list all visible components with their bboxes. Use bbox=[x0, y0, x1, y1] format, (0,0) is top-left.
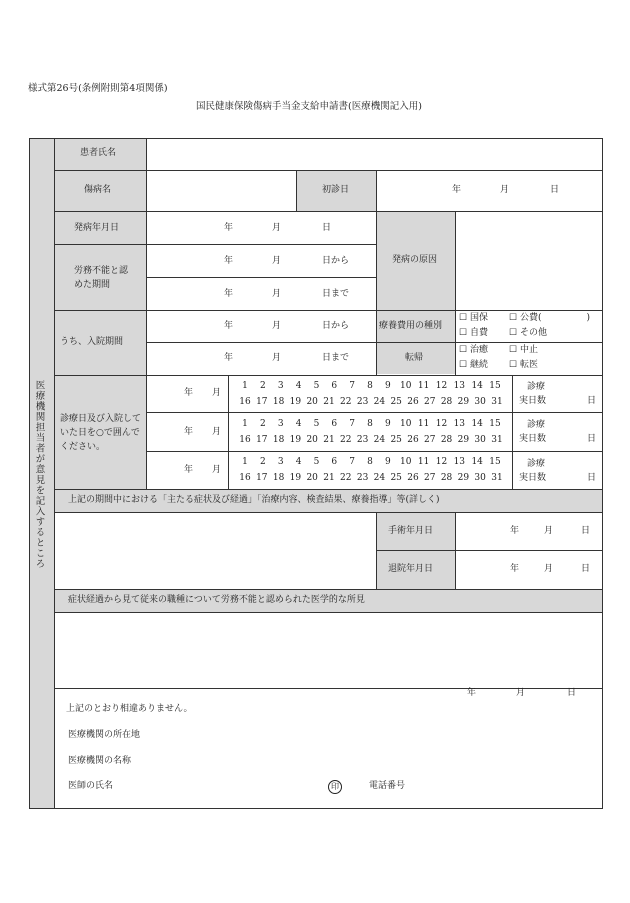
patient-name-label: 患者氏名 bbox=[80, 148, 117, 158]
calendar-day[interactable]: 27 bbox=[424, 473, 436, 483]
surgery-day: 日 bbox=[581, 526, 591, 536]
inpatient-from-month: 月 bbox=[272, 321, 282, 331]
discharge-month: 月 bbox=[544, 564, 554, 574]
calendar-day[interactable]: 27 bbox=[424, 397, 436, 407]
calendar-day[interactable]: 5 bbox=[313, 457, 320, 467]
calendar-day[interactable]: 4 bbox=[295, 381, 302, 391]
calendar-month-1[interactable] bbox=[237, 381, 505, 407]
calendar-day[interactable]: 13 bbox=[453, 419, 466, 429]
calendar-day[interactable]: 8 bbox=[367, 457, 373, 467]
checkbox-icon: ☐ bbox=[459, 328, 468, 338]
calendar-day[interactable]: 8 bbox=[367, 419, 373, 429]
certify-day: 日 bbox=[567, 688, 577, 698]
calendar-day[interactable]: 8 bbox=[367, 381, 373, 391]
calendar-day[interactable]: 12 bbox=[435, 419, 448, 429]
medical-opinion-field[interactable] bbox=[58, 616, 598, 684]
calendar-day[interactable]: 14 bbox=[471, 419, 483, 429]
calendar-day[interactable]: 3 bbox=[277, 457, 284, 467]
calendar-day[interactable]: 16 bbox=[239, 473, 251, 483]
calendar-day[interactable]: 19 bbox=[289, 473, 302, 483]
calendar-day[interactable]: 29 bbox=[457, 435, 470, 445]
calendar-day[interactable]: 31 bbox=[491, 435, 503, 445]
first-visit-day: 日 bbox=[550, 185, 560, 195]
checkbox-icon: ☐ bbox=[459, 313, 468, 323]
first-visit-year: 年 bbox=[452, 185, 462, 195]
calendar-day[interactable]: 9 bbox=[385, 419, 391, 429]
checkbox-icon: ☐ bbox=[509, 328, 518, 338]
incapacity-to-day: 日まで bbox=[322, 289, 350, 299]
discharge-date-label: 退院年月日 bbox=[388, 564, 434, 574]
actual-days-label-3: 診療 bbox=[527, 459, 546, 469]
certify-text: 上記のとおり相違ありません。 bbox=[66, 704, 193, 714]
calendar-day[interactable]: 13 bbox=[453, 457, 466, 467]
actual-days-count-label-1: 実日数 bbox=[519, 396, 547, 406]
onset-year: 年 bbox=[224, 223, 234, 233]
calendar-day[interactable]: 22 bbox=[340, 435, 352, 445]
cal2-year: 年 bbox=[184, 427, 194, 437]
calendar-day[interactable]: 30 bbox=[474, 397, 486, 407]
calendar-day[interactable]: 17 bbox=[256, 473, 268, 483]
calendar-day[interactable]: 7 bbox=[349, 457, 356, 467]
calendar-day[interactable]: 10 bbox=[400, 381, 412, 391]
calendar-day[interactable]: 28 bbox=[440, 435, 453, 445]
calendar-day[interactable]: 1 bbox=[242, 419, 248, 429]
calendar-day[interactable]: 1 bbox=[242, 457, 248, 467]
calendar-day[interactable]: 24 bbox=[373, 397, 386, 407]
symptoms-heading: 上記の期間中における「主たる症状及び経過」「治療内容、検査結果、療養指導」等(詳しく) bbox=[68, 495, 440, 505]
inpatient-from-day: 日から bbox=[322, 321, 350, 331]
inpatient-label: うち、入院期間 bbox=[60, 337, 124, 347]
calendar-day[interactable]: 17 bbox=[256, 435, 268, 445]
discharge-day: 日 bbox=[581, 564, 591, 574]
disease-name-label: 傷病名 bbox=[84, 185, 112, 195]
actual-days-count-label-2: 実日数 bbox=[519, 434, 547, 444]
calendar-day[interactable]: 16 bbox=[239, 435, 251, 445]
disease-name-field[interactable] bbox=[150, 174, 292, 207]
certify-year: 年 bbox=[467, 688, 477, 698]
calendar-day[interactable]: 26 bbox=[407, 473, 419, 483]
cal3-year: 年 bbox=[184, 465, 194, 475]
calendar-day[interactable]: 12 bbox=[435, 457, 448, 467]
calendar-day[interactable]: 9 bbox=[385, 457, 391, 467]
inpatient-to-month: 月 bbox=[272, 353, 282, 363]
calendar-day[interactable]: 30 bbox=[474, 473, 486, 483]
incapacity-from-year: 年 bbox=[224, 256, 234, 266]
incapacity-to-year: 年 bbox=[224, 289, 234, 299]
cal1-month: 月 bbox=[212, 388, 222, 398]
calendar-day[interactable]: 29 bbox=[457, 397, 470, 407]
patient-name-field[interactable] bbox=[150, 142, 598, 166]
calendar-day[interactable]: 18 bbox=[272, 397, 285, 407]
cal1-year: 年 bbox=[184, 388, 194, 398]
calendar-day[interactable]: 9 bbox=[385, 381, 391, 391]
calendar-day[interactable]: 2 bbox=[259, 419, 266, 429]
calendar-day[interactable]: 28 bbox=[440, 397, 453, 407]
calendar-day[interactable]: 25 bbox=[390, 435, 402, 445]
inpatient-to-day: 日まで bbox=[322, 353, 350, 363]
checkbox-icon: ☐ bbox=[459, 345, 468, 355]
calendar-day[interactable]: 3 bbox=[277, 419, 284, 429]
outcome-cured[interactable]: ☐ 治癒 bbox=[459, 345, 488, 355]
surgery-year: 年 bbox=[510, 526, 520, 536]
cal3-month: 月 bbox=[212, 465, 222, 475]
cal2-month: 月 bbox=[212, 427, 222, 437]
calendar-day[interactable]: 25 bbox=[390, 473, 402, 483]
surgery-date-label: 手術年月日 bbox=[388, 526, 434, 536]
checkbox-icon: ☐ bbox=[509, 313, 518, 323]
calendar-day[interactable]: 11 bbox=[417, 381, 430, 391]
side-label: 医療機関担当者が意見を記入するところ bbox=[33, 380, 45, 569]
calendar-day[interactable]: 20 bbox=[306, 473, 318, 483]
calendar-day[interactable]: 6 bbox=[331, 381, 338, 391]
calendar-day[interactable]: 7 bbox=[349, 381, 356, 391]
actual-days-unit-1: 日 bbox=[587, 396, 597, 406]
calendar-day[interactable]: 14 bbox=[471, 457, 483, 467]
outcome-stopped[interactable]: ☐ 中止 bbox=[509, 345, 538, 355]
calendar-day[interactable]: 18 bbox=[272, 435, 285, 445]
calendar-day[interactable]: 23 bbox=[356, 473, 369, 483]
calendar-day[interactable]: 2 bbox=[259, 457, 266, 467]
calendar-day[interactable]: 30 bbox=[474, 435, 486, 445]
first-visit-month: 月 bbox=[500, 185, 510, 195]
calendar-day[interactable]: 7 bbox=[349, 419, 356, 429]
calendar-day[interactable]: 23 bbox=[356, 397, 369, 407]
cost-type-kokuho[interactable]: ☐ 国保 bbox=[459, 313, 488, 323]
onset-month: 月 bbox=[272, 223, 282, 233]
calendar-day[interactable]: 24 bbox=[373, 473, 386, 483]
actual-days-label-1: 診療 bbox=[527, 382, 546, 392]
actual-days-unit-3: 日 bbox=[587, 473, 597, 483]
cost-type-jihi[interactable]: ☐ 自費 bbox=[459, 328, 488, 338]
symptoms-field[interactable] bbox=[58, 516, 372, 585]
calendar-day[interactable]: 26 bbox=[407, 397, 419, 407]
inpatient-from-year: 年 bbox=[224, 321, 234, 331]
calendar-day[interactable]: 5 bbox=[313, 419, 320, 429]
outcome-continued[interactable]: ☐ 継続 bbox=[459, 360, 488, 370]
calendar-day[interactable]: 18 bbox=[272, 473, 285, 483]
certify-month: 月 bbox=[516, 688, 526, 698]
actual-days-unit-2: 日 bbox=[587, 434, 597, 444]
calendar-day[interactable]: 31 bbox=[491, 473, 503, 483]
cost-type-kohi[interactable]: ☐ 公費( ) bbox=[509, 313, 590, 323]
actual-days-count-label-3: 実日数 bbox=[519, 473, 547, 483]
calendar-day[interactable]: 31 bbox=[491, 397, 503, 407]
institution-address-label: 医療機関の所在地 bbox=[68, 730, 141, 740]
first-visit-label: 初診日 bbox=[322, 185, 350, 195]
seal-icon: 印 bbox=[328, 780, 342, 794]
checkbox-icon: ☐ bbox=[459, 360, 468, 370]
calendar-day[interactable]: 6 bbox=[331, 457, 338, 467]
calendar-day[interactable]: 20 bbox=[306, 435, 318, 445]
calendar-day[interactable]: 12 bbox=[435, 381, 448, 391]
actual-days-label-2: 診療 bbox=[527, 420, 546, 430]
calendar-day[interactable]: 16 bbox=[239, 397, 251, 407]
calendar-day[interactable]: 11 bbox=[417, 457, 430, 467]
calendar-day[interactable]: 1 bbox=[242, 381, 248, 391]
inpatient-to-year: 年 bbox=[224, 353, 234, 363]
form-title: 国民健康保険傷病手当金支給申請書(医療機関記入用) bbox=[196, 101, 422, 112]
calendar-day[interactable]: 15 bbox=[489, 457, 501, 467]
calendar-day[interactable]: 21 bbox=[323, 473, 335, 483]
calendar-day[interactable]: 6 bbox=[331, 419, 338, 429]
institution-name-label: 医療機関の名称 bbox=[68, 756, 132, 766]
calendar-day[interactable]: 17 bbox=[256, 397, 268, 407]
calendar-day[interactable]: 23 bbox=[356, 435, 369, 445]
calendar-day[interactable]: 4 bbox=[295, 457, 302, 467]
incapacity-to-month: 月 bbox=[272, 289, 282, 299]
calendar-day[interactable]: 11 bbox=[417, 419, 430, 429]
medical-opinion-heading: 症状経過から見て従来の職種について労務不能と認められた医学的な所見 bbox=[68, 595, 365, 605]
calendar-day[interactable]: 5 bbox=[313, 381, 320, 391]
calendar-month-2[interactable] bbox=[237, 419, 505, 445]
calendar-day[interactable]: 21 bbox=[323, 435, 335, 445]
checkbox-icon: ☐ bbox=[509, 345, 518, 355]
calendar-day[interactable]: 22 bbox=[340, 397, 352, 407]
calendar-day[interactable]: 3 bbox=[277, 381, 284, 391]
outcome-transferred[interactable]: ☐ 転医 bbox=[509, 360, 538, 370]
onset-day: 日 bbox=[322, 223, 332, 233]
calendar-day[interactable]: 24 bbox=[373, 435, 386, 445]
calendar-day[interactable]: 28 bbox=[440, 473, 453, 483]
form-number: 様式第26号(条例附則第4項関係) bbox=[28, 83, 168, 94]
discharge-year: 年 bbox=[510, 564, 520, 574]
surgery-month: 月 bbox=[544, 526, 554, 536]
treatment-days-label: 診療日及び入院していた日を○で囲んでください。 bbox=[60, 414, 142, 452]
incapacity-from-day: 日から bbox=[322, 256, 350, 266]
calendar-day[interactable]: 25 bbox=[390, 397, 402, 407]
calendar-month-3[interactable] bbox=[237, 457, 505, 483]
calendar-day[interactable]: 21 bbox=[323, 397, 335, 407]
calendar-day[interactable]: 19 bbox=[289, 435, 302, 445]
calendar-day[interactable]: 10 bbox=[400, 419, 412, 429]
cost-type-other[interactable]: ☐ その他 bbox=[509, 328, 547, 338]
work-incapacity-label: 労務不能と認めた期間 bbox=[74, 266, 129, 290]
calendar-day[interactable]: 4 bbox=[295, 419, 302, 429]
calendar-day[interactable]: 13 bbox=[453, 381, 466, 391]
calendar-day[interactable]: 29 bbox=[457, 473, 470, 483]
onset-date-label: 発病年月日 bbox=[74, 223, 120, 233]
doctor-name-label: 医師の氏名 bbox=[68, 781, 114, 791]
calendar-day[interactable]: 14 bbox=[471, 381, 483, 391]
calendar-day[interactable]: 15 bbox=[489, 381, 501, 391]
outcome-label: 転帰 bbox=[405, 353, 424, 363]
onset-cause-label: 発病の原因 bbox=[392, 255, 438, 265]
calendar-day[interactable]: 22 bbox=[340, 473, 352, 483]
calendar-day[interactable]: 27 bbox=[424, 435, 436, 445]
phone-label: 電話番号 bbox=[369, 781, 406, 791]
incapacity-from-month: 月 bbox=[272, 256, 282, 266]
cost-type-label: 療養費用の種別 bbox=[379, 321, 443, 331]
calendar-day[interactable]: 20 bbox=[306, 397, 318, 407]
calendar-day[interactable]: 2 bbox=[259, 381, 266, 391]
onset-cause-field[interactable] bbox=[459, 215, 598, 306]
checkbox-icon: ☐ bbox=[509, 360, 518, 370]
calendar-day[interactable]: 19 bbox=[289, 397, 302, 407]
calendar-day[interactable]: 10 bbox=[400, 457, 412, 467]
calendar-day[interactable]: 26 bbox=[407, 435, 419, 445]
calendar-day[interactable]: 15 bbox=[489, 419, 501, 429]
